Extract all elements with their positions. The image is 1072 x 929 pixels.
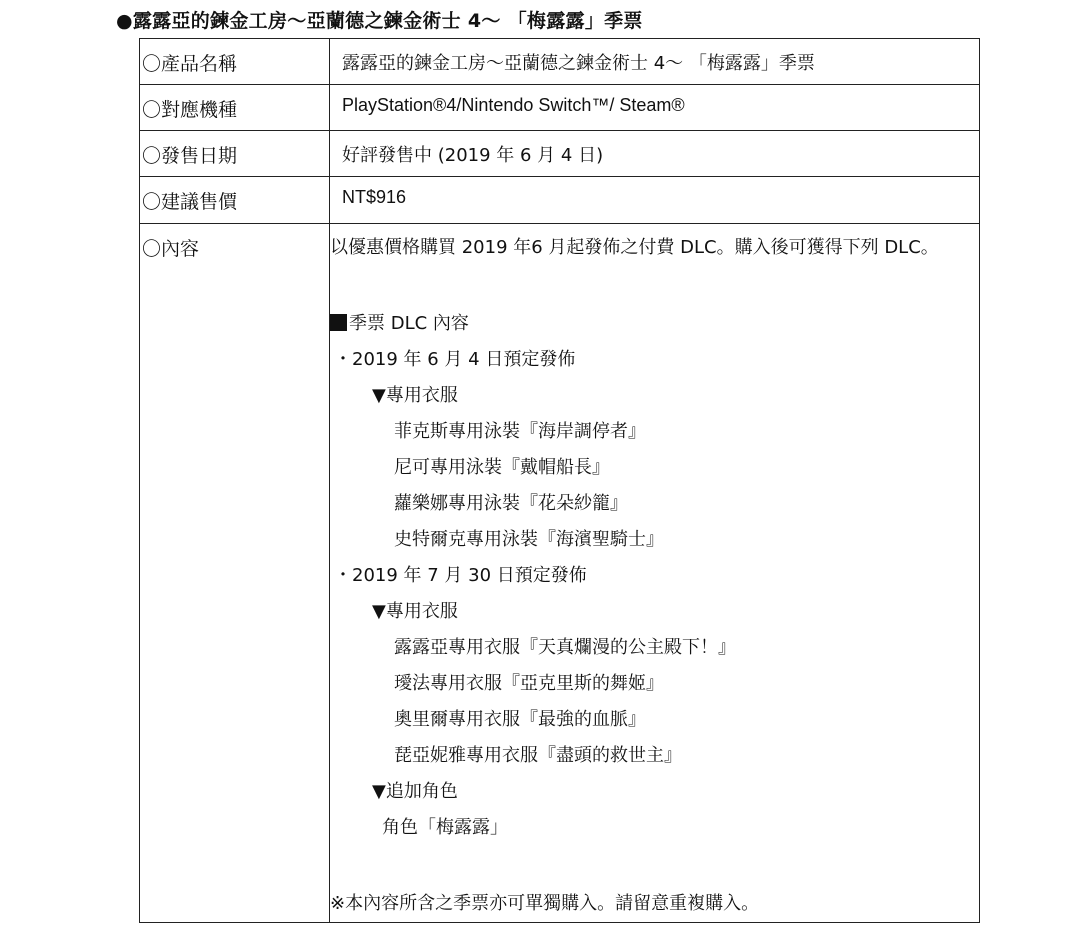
list-item: 菲克斯專用泳裝『海岸調停者』 xyxy=(394,421,646,442)
platform-value: PlayStation®4/Nintendo Switch™/ Steam® xyxy=(330,85,980,131)
content-intro: 以優惠價格購買 2019 年6 月起發佈之付費 DLC。購入後可獲得下列 DLC。 xyxy=(330,237,939,258)
category-heading: ▼追加角色 xyxy=(372,781,458,802)
table-row xyxy=(140,39,980,85)
list-item: 角色「梅露露」 xyxy=(382,817,508,838)
list-item: 璦法專用衣服『亞克里斯的舞姬』 xyxy=(394,673,664,694)
release-date-label: 〇發售日期 xyxy=(140,131,330,177)
document-title: ●露露亞的鍊金工房～亞蘭德之鍊金術士 4～ 「梅露露」季票 xyxy=(116,10,643,32)
list-item: 露露亞專用衣服『天真爛漫的公主殿下！』 xyxy=(394,637,736,658)
price-value: NT$916 xyxy=(330,177,980,224)
content-cell xyxy=(330,224,980,923)
spacer xyxy=(330,846,979,886)
category-heading: ▼專用衣服 xyxy=(372,385,458,406)
spacer xyxy=(330,266,979,306)
section-heading xyxy=(330,306,979,342)
list-item: 琵亞妮雅專用衣服『盡頭的救世主』 xyxy=(394,745,682,766)
release-date-line: ・2019 年 6 月 4 日預定發佈 xyxy=(334,349,576,370)
table-row xyxy=(140,85,980,131)
product-spec-table xyxy=(139,38,980,923)
list-item: 史特爾克專用泳裝『海濱聖騎士』 xyxy=(394,529,664,550)
table-row xyxy=(140,131,980,177)
black-square-icon xyxy=(330,314,347,331)
platform-label: 〇對應機種 xyxy=(140,85,330,131)
price-label: 〇建議售價 xyxy=(140,177,330,224)
content-label: 〇內容 xyxy=(140,224,330,923)
category-heading: ▼專用衣服 xyxy=(372,601,458,622)
table-row xyxy=(140,177,980,224)
list-item: 奧里爾專用衣服『最強的血脈』 xyxy=(394,709,646,730)
product-name-value: 露露亞的鍊金工房～亞蘭德之鍊金術士 4～ 「梅露露」季票 xyxy=(330,39,980,85)
list-item: 蘿樂娜專用泳裝『花朵紗籠』 xyxy=(394,493,628,514)
table-row xyxy=(140,224,980,923)
list-item: 尼可專用泳裝『戴帽船長』 xyxy=(394,457,610,478)
product-name-label: 〇產品名稱 xyxy=(140,39,330,85)
section-heading-text: 季票 DLC 內容 xyxy=(349,313,469,334)
purchase-note: ※本內容所含之季票亦可單獨購入。請留意重複購入。 xyxy=(330,893,760,914)
release-date-value: 好評發售中 (2019 年 6 月 4 日) xyxy=(330,131,980,177)
release-date-line: ・2019 年 7 月 30 日預定發佈 xyxy=(334,565,587,586)
